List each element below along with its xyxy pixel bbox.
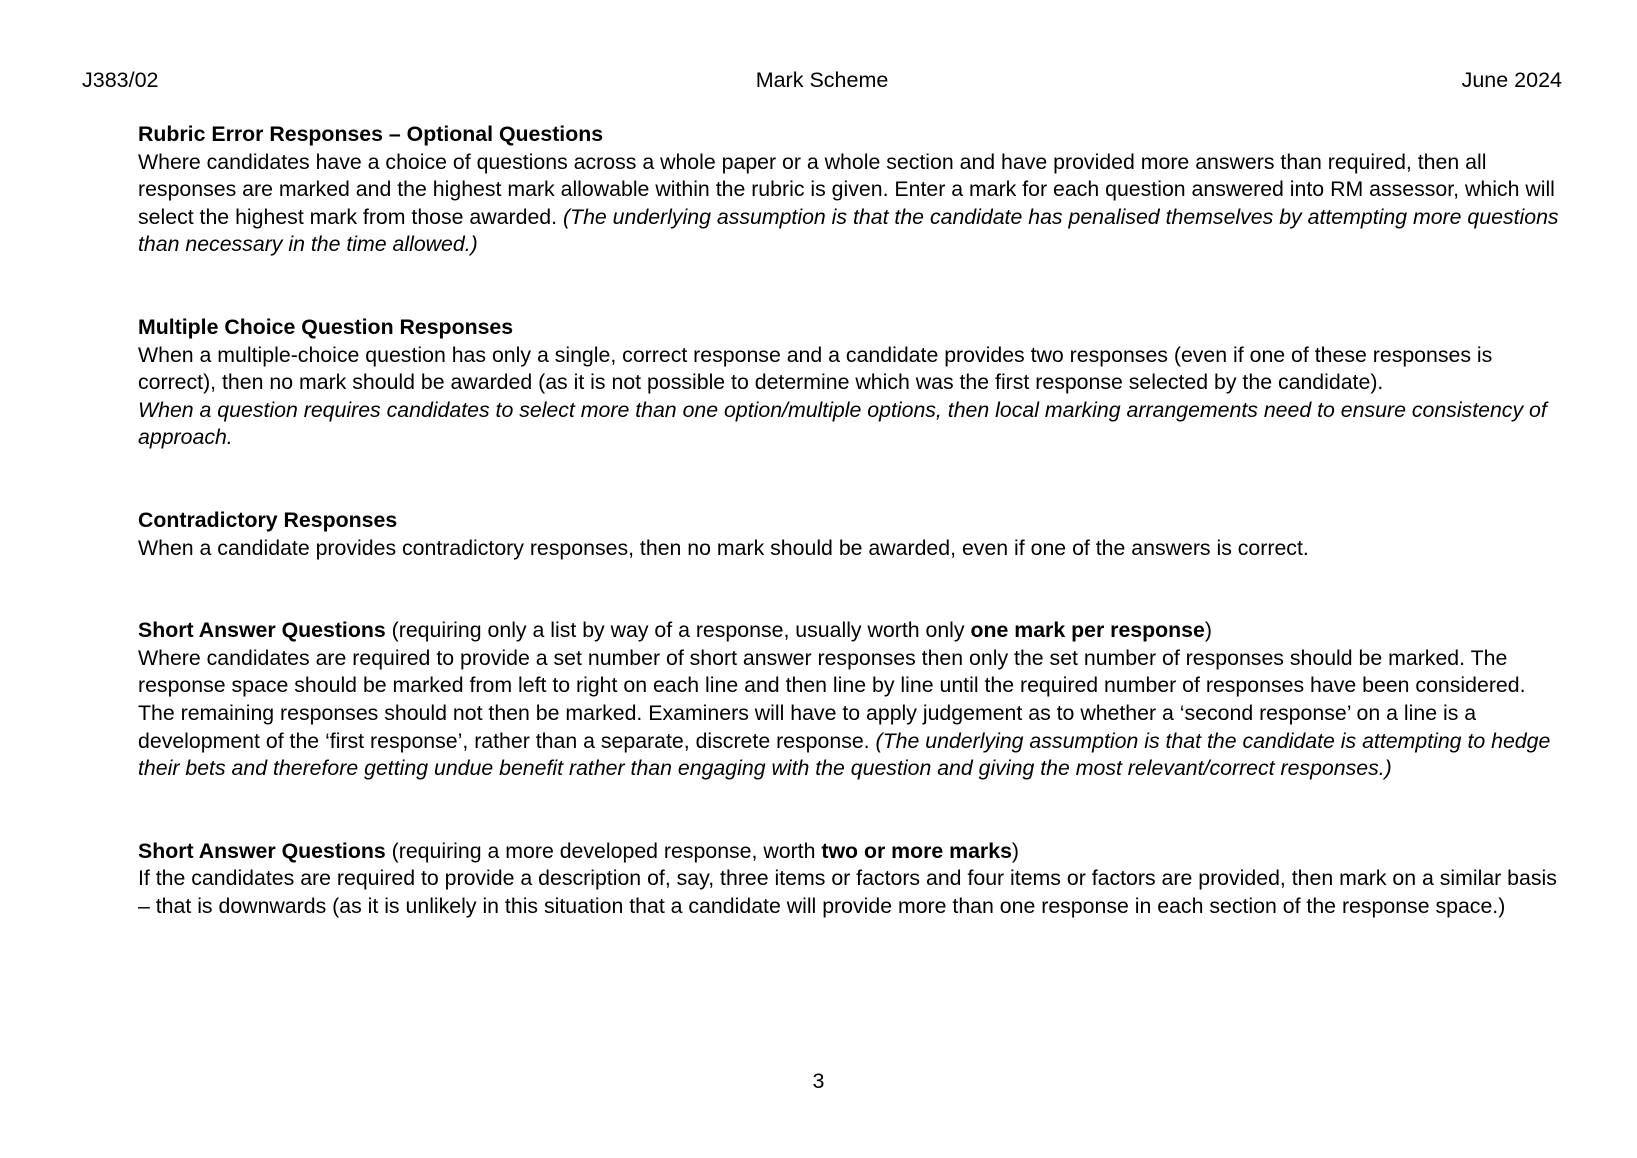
document-body: [138, 121, 1563, 920]
page-header: [82, 68, 1562, 96]
section-paragraph: [138, 149, 1563, 259]
heading-qualifier: (requiring only a list by way of a response, usually worth only: [385, 618, 971, 643]
body-text: Where candidates are required to provide a set number of short answer responses then only the set number of responses should be marked. The response space should be marked from left to right on each line and then line by line until the required number of responses have been considered. The remaining responses should not then be marked. Examiners will have to apply judgement as to whether a ‘second response’ on a line is a development of the ‘first response’, rather than a separate, discrete response.: [138, 645, 1526, 753]
section-short-answer-two-marks: [138, 838, 1563, 921]
body-text: When a candidate provides contradictory responses, then no mark should be awarded, even if one of the answers is correct.: [138, 535, 1309, 560]
heading-qualifier: (requiring a more developed response, worth: [385, 838, 822, 863]
body-text: If the candidates are required to provide a description of, say, three items or factors and four items or factors are provided, then mark on a similar basis – that is downwards (as it is unlikely in this situation that a candidate will provide more than one response in each section of the response space.): [138, 866, 1557, 918]
body-text: When a multiple-choice question has only a single, correct response and a candidate provides two responses (even if one of these responses is correct), then no mark should be awarded (as it is not possible to determine which was the first response selected by the candidate).: [138, 342, 1493, 395]
section-heading: Multiple Choice Question Responses: [138, 314, 514, 339]
section-heading: Short Answer Questions: [138, 838, 386, 863]
section-heading: Short Answer Questions: [138, 618, 386, 643]
paper-code: J383/02: [82, 68, 159, 92]
section-heading: Rubric Error Responses – Optional Questions: [138, 122, 604, 146]
section-heading: Contradictory Responses: [138, 507, 398, 532]
italic-note: (The underlying assumption is that the candidate has penalised themselves by attempting more questions than necessary in the time allowed.): [138, 204, 1559, 257]
page-footer: [0, 1069, 1637, 1094]
section-short-answer-one-mark: [138, 617, 1563, 783]
heading-emphasis: one mark per response: [970, 618, 1205, 643]
section-multiple-choice: [138, 314, 1563, 452]
section-rubric-error: [138, 121, 1563, 259]
heading-close: ): [1011, 838, 1020, 863]
section-contradictory: [138, 507, 1563, 562]
exam-date: June 2024: [1461, 68, 1562, 92]
section-heading-line: [138, 617, 1563, 645]
section-heading-line: [138, 838, 1563, 866]
heading-emphasis: two or more marks: [821, 838, 1012, 863]
body-text: Where candidates have a choice of questions across a whole paper or a whole section and have provided more answers than required, then all responses are marked and the highest mark allowable within the rubric is given. Enter a mark for each question answered into RM assessor, which will select the highest mark from those awarded.: [138, 149, 1555, 229]
page-number: 3: [812, 1069, 825, 1093]
document-title: Mark Scheme: [755, 68, 889, 92]
section-paragraph: [138, 645, 1563, 783]
heading-close: ): [1204, 618, 1212, 643]
italic-note: When a question requires candidates to select more than one option/multiple options, then local marking arrangements need to ensure consistency of approach.: [138, 397, 1547, 450]
italic-note: (The underlying assumption is that the candidate is attempting to hedge their bets and therefore getting undue benefit rather than engaging with the question and giving the most relevant/correct responses.): [138, 728, 1551, 781]
